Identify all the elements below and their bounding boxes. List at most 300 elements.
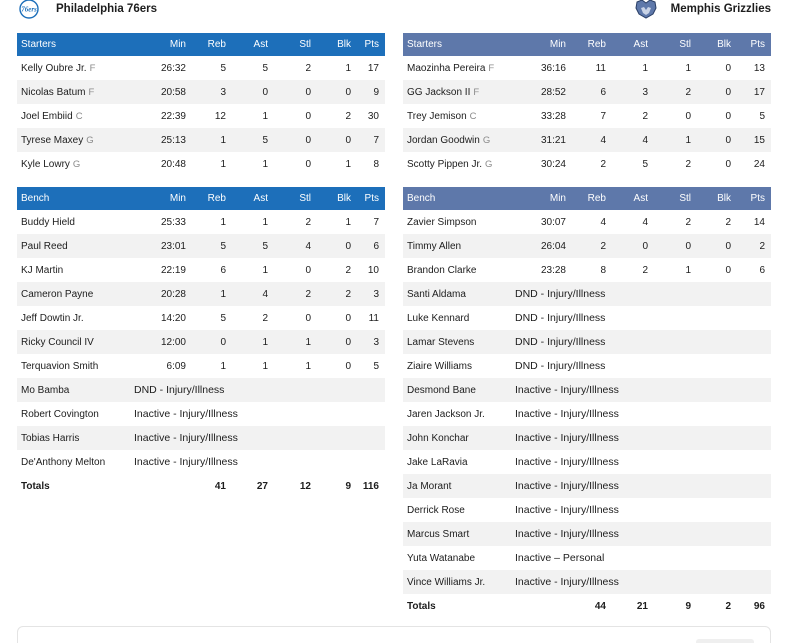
footer-button[interactable]: [696, 639, 754, 643]
stat-ast: 4: [232, 282, 274, 306]
column-header-reb[interactable]: Reb: [192, 187, 232, 210]
stat-blk: 0: [725, 264, 731, 276]
stat-stl: 1: [305, 360, 311, 372]
stat-pts: 3: [357, 330, 385, 354]
stat-blk: 0: [317, 128, 357, 152]
player-name-link[interactable]: Derrick Rose: [407, 504, 465, 516]
player-name-link[interactable]: Timmy Allen: [407, 240, 462, 252]
stat-blk: 0: [697, 80, 737, 104]
column-header-stl[interactable]: Stl: [654, 187, 697, 210]
stat-pts: 3: [357, 282, 385, 306]
stat-pts: 5: [759, 110, 765, 122]
bench-title: Bench: [403, 187, 515, 210]
player-name-link[interactable]: Nicolas Batum: [21, 86, 86, 98]
column-header-blk[interactable]: Blk: [317, 187, 357, 210]
player-name-link[interactable]: GG Jackson II: [407, 86, 471, 98]
player-name-link[interactable]: Jeff Dowtin Jr.: [21, 312, 84, 324]
player-name-link[interactable]: Zavier Simpson: [407, 216, 477, 228]
stat-ast: 4: [642, 216, 648, 228]
stat-stl: 2: [685, 216, 691, 228]
player-name-link[interactable]: Paul Reed: [21, 240, 68, 252]
player-name-link[interactable]: Jake LaRavia: [407, 456, 468, 468]
stat-min: 14:20: [160, 312, 186, 324]
player-cell: [403, 474, 515, 498]
player-name-link[interactable]: Luke Kennard: [407, 312, 470, 324]
player-cell: [403, 570, 515, 594]
player-row: [403, 498, 771, 522]
stat-stl: 1: [685, 264, 691, 276]
player-position: G: [482, 134, 491, 146]
stat-ast: 5: [642, 158, 648, 170]
stat-pts: 17: [367, 62, 379, 74]
player-cell: [403, 128, 515, 152]
stat-pts: 13: [753, 62, 765, 74]
column-header-pts[interactable]: Pts: [357, 33, 385, 56]
player-name-link[interactable]: Ricky Council IV: [21, 336, 94, 348]
stat-stl: 1: [654, 128, 697, 152]
stat-stl: 0: [305, 312, 311, 324]
stat-stl: 2: [305, 62, 311, 74]
player-status: DND - Injury/Illness: [515, 282, 771, 306]
player-cell: [17, 210, 134, 234]
stat-ast: 5: [232, 128, 274, 152]
player-cell: [17, 378, 134, 402]
player-cell: [17, 282, 134, 306]
player-cell: [17, 450, 134, 474]
stat-stl: 2: [274, 282, 317, 306]
grizzlies-logo-icon: [633, 0, 659, 19]
player-position: C: [469, 110, 477, 122]
stat-reb: 6: [220, 264, 226, 276]
stat-stl: 0: [685, 110, 691, 122]
player-name-link[interactable]: John Konchar: [407, 432, 469, 444]
stat-pts: 17: [737, 80, 771, 104]
stat-ast: 4: [612, 128, 654, 152]
column-header-reb[interactable]: Reb: [192, 33, 232, 56]
player-position: C: [75, 110, 83, 122]
player-row: [403, 354, 771, 378]
stat-blk: 2: [725, 216, 731, 228]
player-cell: [17, 306, 134, 330]
player-name-link[interactable]: Joel Embiid: [21, 110, 73, 122]
away-bench-table: [403, 187, 771, 618]
totals-row: [403, 594, 771, 618]
stat-ast: 2: [262, 312, 268, 324]
home-team-header[interactable]: [16, 0, 157, 18]
player-row: [17, 128, 385, 152]
player-cell: [17, 104, 134, 128]
player-name-link[interactable]: Marcus Smart: [407, 528, 470, 540]
stat-stl: 0: [305, 110, 311, 122]
stat-blk: 0: [725, 158, 731, 170]
player-cell: [17, 330, 134, 354]
stat-blk: 0: [345, 312, 351, 324]
totals-row: [17, 474, 385, 498]
player-name-link[interactable]: Terquavion Smith: [21, 360, 99, 372]
player-status: Inactive - Injury/Illness: [515, 504, 619, 516]
away-starters-panel: [403, 33, 771, 176]
player-row: [17, 104, 385, 128]
player-status: Inactive - Injury/Illness: [515, 408, 619, 420]
total-stl: 9: [685, 600, 691, 612]
column-header-ast[interactable]: Ast: [612, 187, 654, 210]
player-row: [17, 56, 385, 80]
footer-card: [17, 626, 771, 643]
stat-min: 26:32: [160, 62, 186, 74]
player-position: F: [473, 86, 480, 98]
stat-reb: 11: [595, 62, 606, 74]
stat-min: 25:13: [134, 128, 192, 152]
column-header-min[interactable]: Min: [134, 187, 192, 210]
stat-stl: 2: [685, 158, 691, 170]
player-cell: [17, 234, 134, 258]
stat-stl: 2: [305, 216, 311, 228]
sixers-logo-icon: [16, 0, 42, 19]
player-cell: [403, 450, 515, 474]
stat-reb: 1: [220, 158, 226, 170]
sixers-logo-text: 76ers: [21, 5, 37, 14]
stat-min: 20:58: [134, 80, 192, 104]
stat-pts: 30: [367, 110, 379, 122]
stat-pts: 5: [373, 360, 379, 372]
player-name-link[interactable]: Kyle Lowry: [21, 158, 70, 170]
stat-reb: 1: [192, 282, 232, 306]
away-bench-panel: [403, 187, 771, 618]
player-row: [403, 210, 771, 234]
player-row: [403, 234, 771, 258]
stat-blk: 0: [725, 110, 731, 122]
totals-label: Totals: [21, 480, 50, 492]
bench-title: Bench: [17, 187, 134, 210]
stat-min: 33:28: [540, 110, 566, 122]
player-row: [403, 80, 771, 104]
player-row: [403, 378, 771, 402]
home-starters-panel: [17, 33, 385, 176]
player-status: Inactive - Injury/Illness: [515, 570, 771, 594]
player-name-link[interactable]: Brandon Clarke: [407, 264, 477, 276]
column-header-stl[interactable]: Stl: [654, 33, 697, 56]
player-name-link[interactable]: Tyrese Maxey: [21, 134, 84, 146]
player-row: [17, 450, 385, 474]
stat-blk: 0: [317, 234, 357, 258]
stat-ast: 5: [262, 62, 268, 74]
away-team-header[interactable]: [633, 0, 771, 18]
player-row: [403, 306, 771, 330]
stat-pts: 14: [753, 216, 765, 228]
player-row: [403, 474, 771, 498]
player-cell: [403, 522, 515, 546]
player-row: [17, 306, 385, 330]
column-header-ast[interactable]: Ast: [232, 33, 274, 56]
column-header-min[interactable]: Min: [515, 187, 572, 210]
player-name-link[interactable]: De'Anthony Melton: [21, 456, 106, 468]
player-row: [17, 402, 385, 426]
column-header-blk[interactable]: Blk: [697, 33, 737, 56]
player-status: Inactive - Injury/Illness: [515, 426, 771, 450]
player-row: [17, 234, 385, 258]
stat-ast: 0: [612, 234, 654, 258]
player-cell: [403, 378, 515, 402]
column-header-reb[interactable]: Reb: [572, 33, 612, 56]
player-cell: [17, 426, 134, 450]
total-pts: 96: [753, 600, 765, 612]
player-name-link[interactable]: Trey Jemison: [407, 110, 467, 122]
stat-ast: 1: [262, 216, 268, 228]
total-stl: 12: [299, 480, 311, 492]
starters-title: Starters: [403, 33, 515, 56]
stat-min: 25:33: [160, 216, 186, 228]
stat-min: 22:39: [160, 110, 186, 122]
stat-pts: 7: [373, 216, 379, 228]
player-row: [403, 282, 771, 306]
stat-min: 20:48: [160, 158, 186, 170]
player-cell: [403, 104, 515, 128]
player-status: Inactive - Injury/Illness: [515, 522, 771, 546]
column-header-pts[interactable]: Pts: [737, 187, 771, 210]
player-row: [403, 570, 771, 594]
player-row: [403, 402, 771, 426]
player-name-link[interactable]: Maozinha Pereira: [407, 62, 486, 74]
stat-pts: 7: [357, 128, 385, 152]
total-blk: 2: [725, 600, 731, 612]
column-header-pts[interactable]: Pts: [357, 187, 385, 210]
player-row: [17, 354, 385, 378]
player-row: [403, 330, 771, 354]
stat-pts: 9: [357, 80, 385, 104]
total-reb: 41: [214, 480, 226, 492]
player-name-link[interactable]: Ziaire Williams: [407, 360, 472, 372]
stat-min: 30:07: [540, 216, 566, 228]
stat-min: 6:09: [166, 360, 186, 372]
column-header-blk[interactable]: Blk: [317, 33, 357, 56]
stat-min: 31:21: [515, 128, 572, 152]
stat-ast: 1: [262, 110, 268, 122]
column-header-stl[interactable]: Stl: [274, 33, 317, 56]
player-name-link[interactable]: Cameron Payne: [21, 288, 94, 300]
stat-ast: 1: [262, 158, 268, 170]
stat-min: 22:19: [160, 264, 186, 276]
stat-pts: 2: [737, 234, 771, 258]
stat-stl: 0: [654, 234, 697, 258]
total-ast: 27: [256, 480, 268, 492]
player-row: [403, 426, 771, 450]
player-row: [403, 104, 771, 128]
stat-blk: 0: [317, 80, 357, 104]
stat-min: 36:16: [540, 62, 566, 74]
home-team-name[interactable]: Philadelphia 76ers: [56, 3, 157, 15]
stat-ast: 3: [612, 80, 654, 104]
stat-blk: 0: [345, 360, 351, 372]
player-cell: [403, 402, 515, 426]
stat-stl: 1: [274, 330, 317, 354]
player-row: [403, 522, 771, 546]
player-cell: [403, 426, 515, 450]
stat-reb: 1: [220, 216, 226, 228]
total-ast: 21: [636, 600, 648, 612]
home-bench-table: [17, 187, 385, 498]
starters-header-row: [17, 33, 385, 56]
player-cell: [403, 306, 515, 330]
stat-reb: 8: [600, 264, 606, 276]
player-cell: [17, 258, 134, 282]
starters-header-row: [403, 33, 771, 56]
player-status: Inactive – Personal: [515, 552, 605, 564]
stat-stl: 0: [305, 264, 311, 276]
player-name-link[interactable]: Buddy Hield: [21, 216, 75, 228]
player-name-link[interactable]: Robert Covington: [21, 408, 99, 420]
stat-min: 12:00: [134, 330, 192, 354]
stat-blk: 1: [345, 216, 351, 228]
player-name-link[interactable]: Jaren Jackson Jr.: [407, 408, 485, 420]
player-cell: [17, 128, 134, 152]
player-cell: [403, 282, 515, 306]
stat-reb: 5: [192, 234, 232, 258]
stat-blk: 1: [345, 158, 351, 170]
player-name-link[interactable]: Desmond Bane: [407, 384, 476, 396]
bench-header-row: [17, 187, 385, 210]
stat-reb: 2: [572, 234, 612, 258]
player-name-link[interactable]: Lamar Stevens: [407, 336, 475, 348]
stat-blk: 1: [345, 62, 351, 74]
player-position: G: [485, 158, 493, 170]
stat-blk: 0: [697, 128, 737, 152]
player-row: [403, 152, 771, 176]
home-bench-panel: [17, 187, 385, 498]
player-position: F: [88, 86, 95, 98]
player-row: [17, 258, 385, 282]
player-status: DND - Injury/Illness: [515, 360, 606, 372]
player-row: [17, 152, 385, 176]
stat-ast: 1: [232, 330, 274, 354]
stat-ast: 1: [262, 264, 268, 276]
player-name-link[interactable]: Vince Williams Jr.: [407, 576, 486, 588]
stat-blk: 0: [725, 62, 731, 74]
stat-stl: 4: [274, 234, 317, 258]
player-position: G: [72, 158, 81, 170]
column-header-min[interactable]: Min: [515, 33, 572, 56]
stat-pts: 15: [737, 128, 771, 152]
stat-pts: 24: [753, 158, 765, 170]
column-header-stl[interactable]: Stl: [274, 187, 317, 210]
player-row: [17, 282, 385, 306]
player-position: G: [86, 134, 94, 146]
player-cell: [403, 354, 515, 378]
stat-reb: 6: [572, 80, 612, 104]
stat-min: 23:28: [540, 264, 566, 276]
stat-stl: 0: [274, 80, 317, 104]
player-name-link[interactable]: Kelly Oubre Jr.: [21, 62, 87, 74]
total-blk: 9: [345, 480, 351, 492]
player-cell: [403, 498, 515, 522]
stat-reb: 5: [220, 62, 226, 74]
stat-pts: 6: [759, 264, 765, 276]
player-cell: [17, 354, 134, 378]
stat-ast: 2: [642, 264, 648, 276]
stat-blk: 2: [345, 110, 351, 122]
stat-stl: 1: [685, 62, 691, 74]
player-name-link[interactable]: Scotty Pippen Jr.: [407, 158, 483, 170]
stat-pts: 10: [367, 264, 379, 276]
stat-min: 26:04: [515, 234, 572, 258]
stat-blk: 0: [317, 330, 357, 354]
stat-reb: 5: [220, 312, 226, 324]
stat-min: 28:52: [515, 80, 572, 104]
player-cell: [17, 56, 134, 80]
stat-min: 30:24: [540, 158, 566, 170]
player-cell: [403, 210, 515, 234]
player-name-link[interactable]: Tobias Harris: [21, 432, 80, 444]
player-cell: [403, 80, 515, 104]
player-name-link[interactable]: Santi Aldama: [407, 288, 466, 300]
player-row: [17, 426, 385, 450]
player-row: [403, 546, 771, 570]
player-name-link[interactable]: Yuta Watanabe: [407, 552, 476, 564]
stat-pts: 11: [368, 312, 379, 324]
starters-title: Starters: [17, 33, 134, 56]
away-team-name[interactable]: Memphis Grizzlies: [670, 3, 771, 15]
player-cell: [403, 152, 515, 176]
stat-reb: 3: [192, 80, 232, 104]
stat-blk: 2: [345, 264, 351, 276]
column-header-min[interactable]: Min: [134, 33, 192, 56]
stat-stl: 2: [654, 80, 697, 104]
stat-blk: 0: [697, 234, 737, 258]
player-row: [403, 128, 771, 152]
player-position: F: [89, 62, 96, 74]
player-name-link[interactable]: Jordan Goodwin: [407, 134, 480, 146]
player-cell: [403, 258, 515, 282]
stat-ast: 1: [642, 62, 648, 74]
player-status: Inactive - Injury/Illness: [515, 474, 771, 498]
player-cell: [403, 56, 515, 80]
stat-min: 23:01: [134, 234, 192, 258]
player-row: [17, 378, 385, 402]
player-name-link[interactable]: Ja Morant: [407, 480, 452, 492]
column-header-pts[interactable]: Pts: [737, 33, 771, 56]
stat-reb: 1: [220, 360, 226, 372]
stat-reb: 4: [600, 216, 606, 228]
stat-pts: 6: [357, 234, 385, 258]
player-row: [17, 80, 385, 104]
player-status: Inactive - Injury/Illness: [134, 426, 385, 450]
player-status: DND - Injury/Illness: [134, 378, 385, 402]
column-header-blk[interactable]: Blk: [697, 187, 737, 210]
player-row: [17, 330, 385, 354]
stat-ast: 1: [262, 360, 268, 372]
stat-reb: 1: [192, 128, 232, 152]
column-header-reb[interactable]: Reb: [572, 187, 612, 210]
column-header-ast[interactable]: Ast: [232, 187, 274, 210]
player-name-link[interactable]: Mo Bamba: [21, 384, 70, 396]
stat-reb: 2: [600, 158, 606, 170]
stat-reb: 7: [600, 110, 606, 122]
totals-label: Totals: [407, 600, 436, 612]
player-row: [17, 210, 385, 234]
player-position: F: [488, 62, 495, 74]
player-status: DND - Injury/Illness: [515, 312, 606, 324]
stat-min: 20:28: [134, 282, 192, 306]
stat-reb: 12: [214, 110, 226, 122]
stat-blk: 2: [317, 282, 357, 306]
total-min: [515, 594, 572, 618]
stat-stl: 0: [305, 158, 311, 170]
stat-pts: 8: [373, 158, 379, 170]
player-name-link[interactable]: KJ Martin: [21, 264, 64, 276]
player-row: [403, 450, 771, 474]
column-header-ast[interactable]: Ast: [612, 33, 654, 56]
player-cell: [17, 402, 134, 426]
stat-stl: 0: [274, 128, 317, 152]
